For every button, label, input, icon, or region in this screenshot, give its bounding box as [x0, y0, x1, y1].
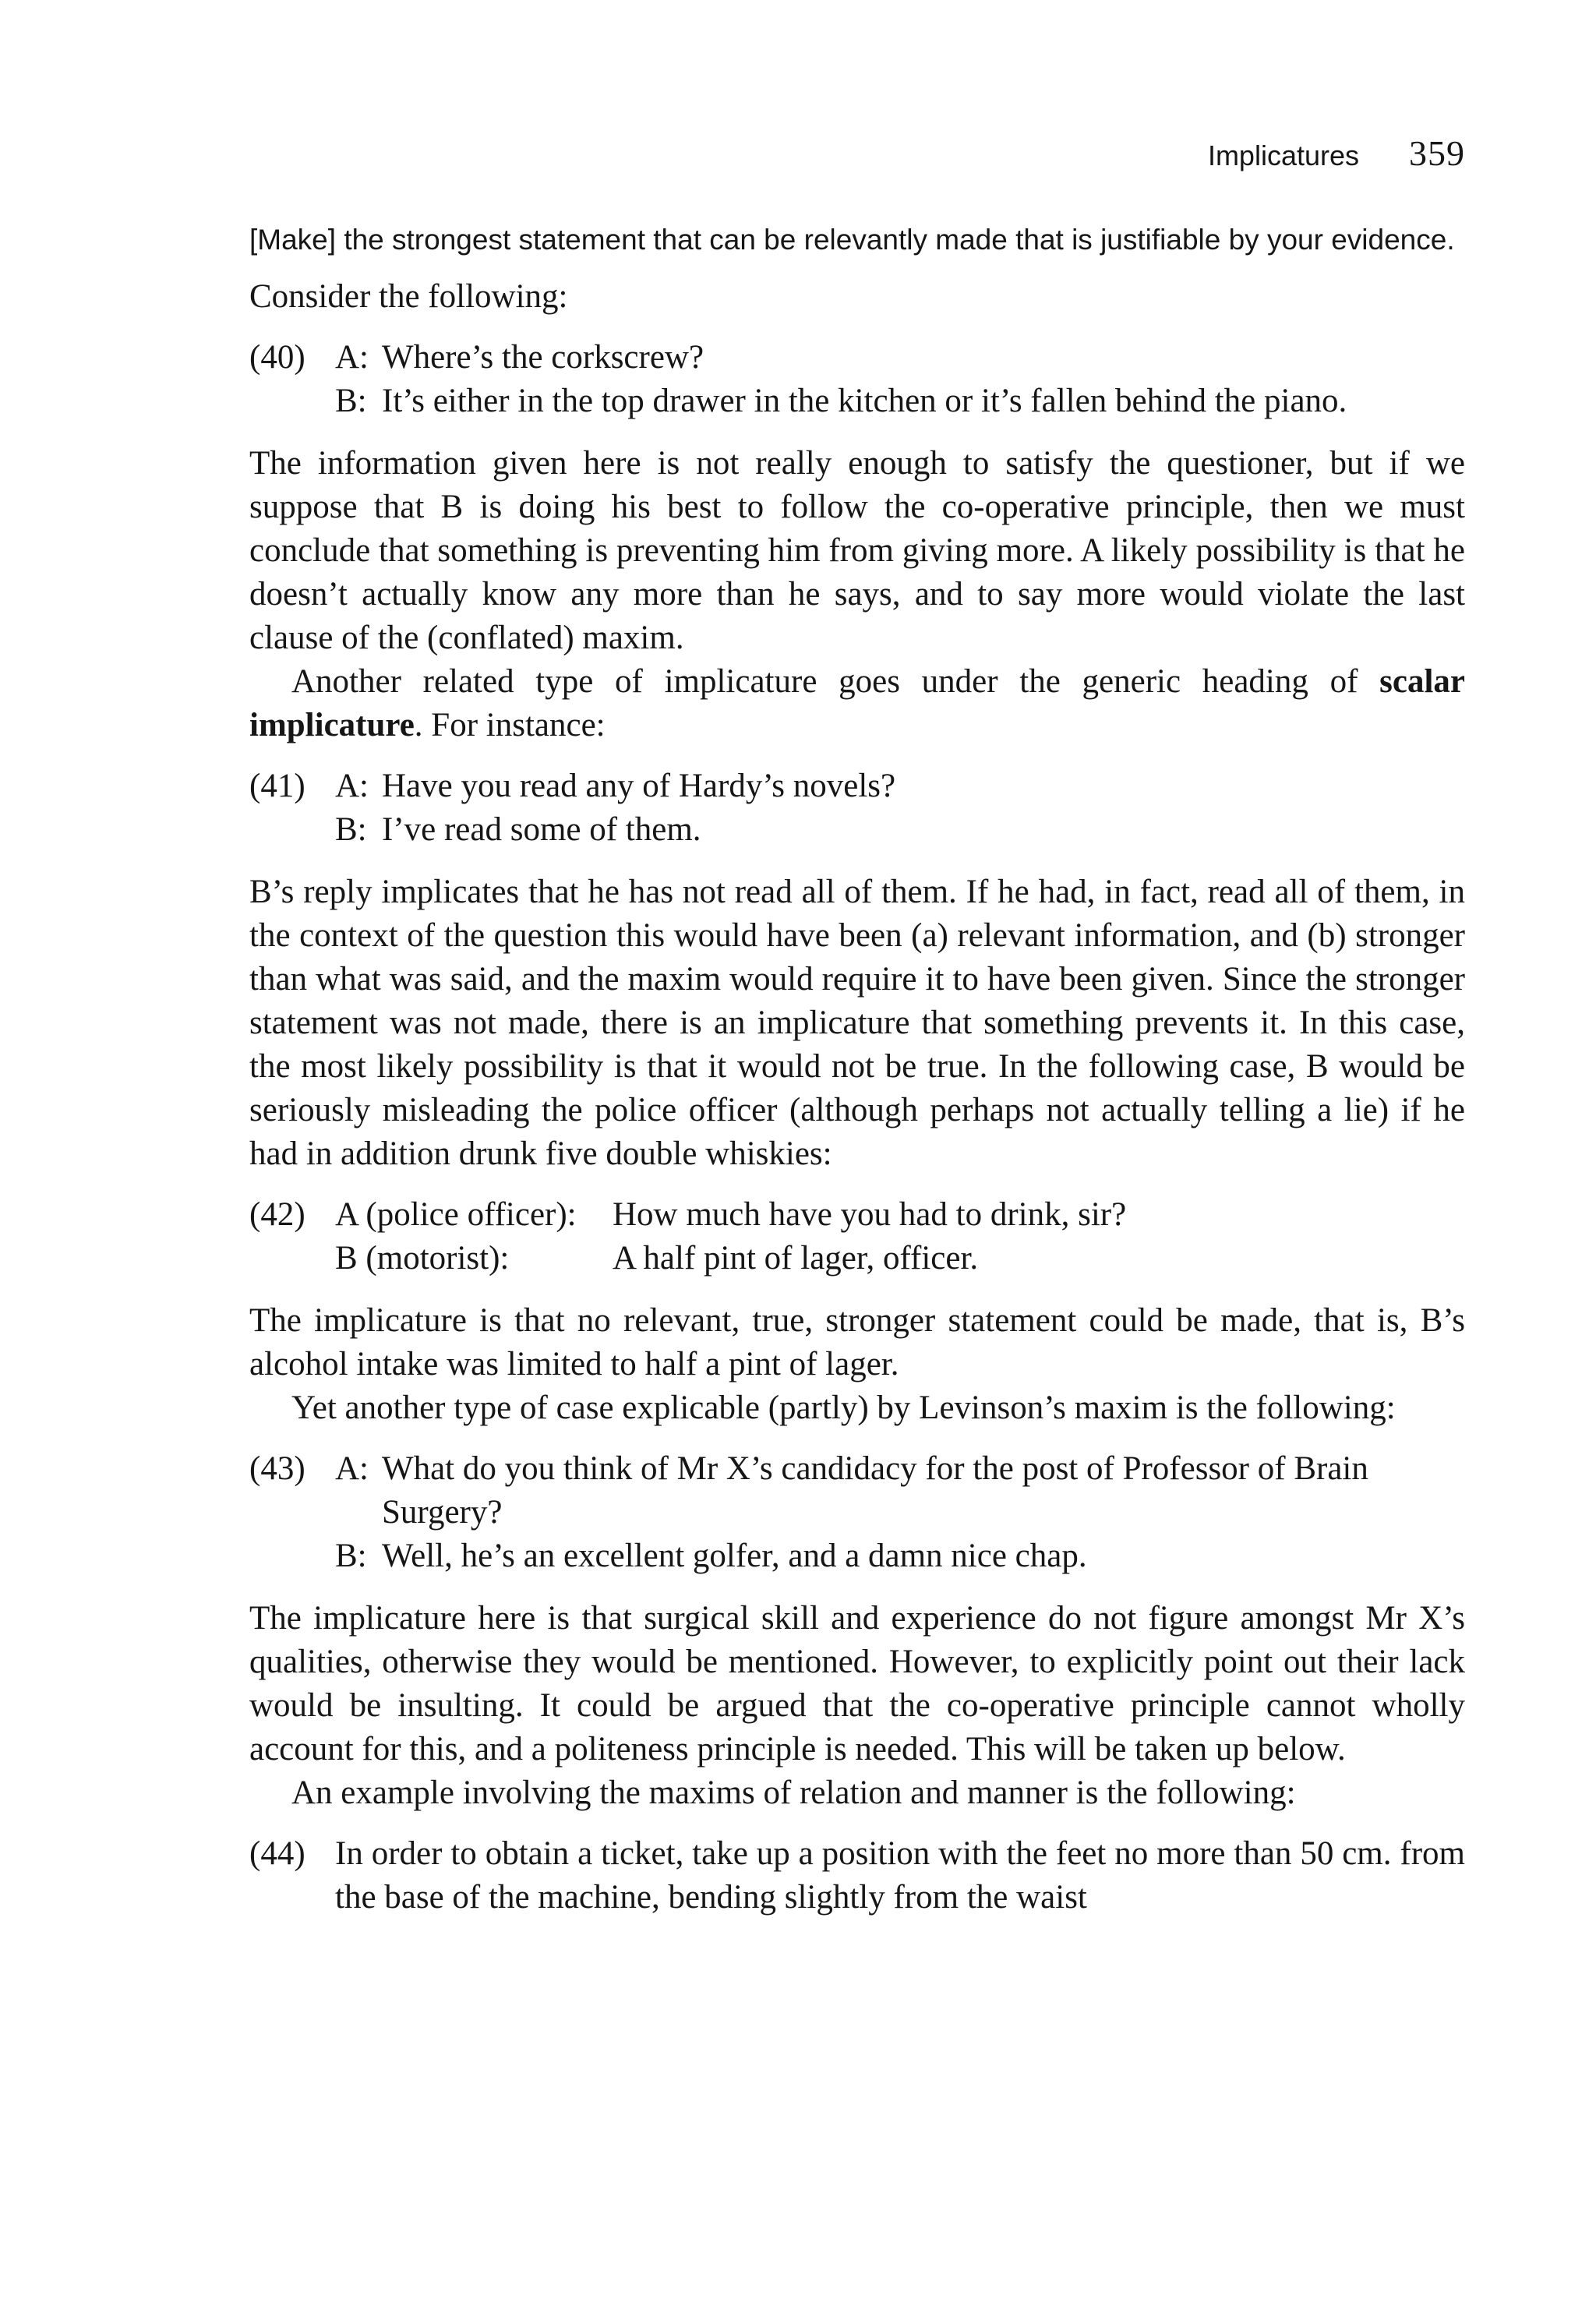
example-41 [249, 765, 1465, 852]
paragraph: The information given here is not really enough to satisfy the questioner, but if we suppose that B is doing his best to follow the co-operative principle, then we must conclude that something is preventing him from giving more. A likely possibility is that he doesn’t actually know any more than he says, and to say more would violate the last clause of the (conflated) maxim. [249, 445, 1465, 656]
speaker-label: B: [335, 383, 367, 419]
speaker-label: A: [335, 1450, 369, 1487]
speaker-label: B: [335, 1538, 367, 1574]
example-44 [249, 1832, 1465, 1919]
example-number: (41) [249, 768, 305, 804]
page-number: 359 [1409, 133, 1465, 173]
maxim-quote: [Make] the strongest statement that can be relevantly made that is justifiable by your evidence. [249, 224, 1455, 256]
instruction-text: In order to obtain a ticket, take up a position with the feet no more than 50 cm. from the base of the machine, bending slightly from the waist [335, 1835, 1465, 1916]
speaker-label: B (motorist): [335, 1240, 510, 1277]
utterance: A half pint of lager, officer. [613, 1240, 979, 1277]
book-page [249, 0, 1465, 2299]
utterance: I’ve read some of them. [382, 811, 701, 848]
example-number: (42) [249, 1196, 305, 1233]
utterance: Well, he’s an excellent golfer, and a damn nice chap. [382, 1538, 1087, 1574]
bold-term: scalar implicature [249, 663, 1465, 743]
utterance: How much have you had to drink, sir? [613, 1196, 1127, 1233]
paragraph: The implicature here is that surgical skill and experience do not figure amongst Mr X’s qualities, otherwise they would be mentioned. However, to explicitly point out their lack would be insulting. It could be argued that the co-operative principle cannot wholly account for this, and a politeness principle is needed. This will be taken up below. [249, 1600, 1465, 1768]
utterance: It’s either in the top drawer in the kitchen or it’s fallen behind the piano. [382, 383, 1347, 419]
example-number: (44) [249, 1835, 305, 1872]
speaker-label: A: [335, 339, 369, 376]
paragraph: Another related type of implicature goes under the generic heading of scalar implicature. For instance: [249, 663, 1465, 743]
utterance: Where’s the corkscrew? [382, 339, 704, 376]
speaker-label: A (police officer): [335, 1196, 577, 1233]
paragraph: B’s reply implicates that he has not read all of them. If he had, in fact, read all of them, in the context of the question this would have been (a) relevant information, and (b) stronger than what was said, and the maxim would require it to have been given. Since the stronger statement was not made, there is an implicature that something prevents it. In this case, the most likely possibility is that it would not be true. In the following case, B would be seriously misleading the police officer (although perhaps not actually telling a lie) if he had in addition drunk five double whiskies: [249, 874, 1465, 1172]
example-43 [249, 1447, 1465, 1578]
example-42 [249, 1193, 1465, 1280]
example-number: (40) [249, 339, 305, 376]
utterance: Have you read any of Hardy’s novels? [382, 768, 896, 804]
example-number: (43) [249, 1450, 305, 1487]
speaker-label: A: [335, 768, 369, 804]
running-title: Implicatures [1207, 139, 1359, 171]
paragraph: The implicature is that no relevant, true, stronger statement could be made, that is, B’s alcohol intake was limited to half a pint of lager. [249, 1302, 1465, 1383]
example-40 [249, 336, 1465, 423]
paragraph: Yet another type of case explicable (partly) by Levinson’s maxim is the following: [291, 1390, 1396, 1426]
running-head [1208, 132, 1465, 174]
body-text [249, 220, 1465, 1938]
intro-line: Consider the following: [249, 278, 568, 315]
speaker-label: B: [335, 811, 367, 848]
paragraph: An example involving the maxims of relation and manner is the following: [291, 1775, 1296, 1811]
utterance: What do you think of Mr X’s candidacy for the post of Professor of Brain Surgery? [382, 1450, 1368, 1531]
